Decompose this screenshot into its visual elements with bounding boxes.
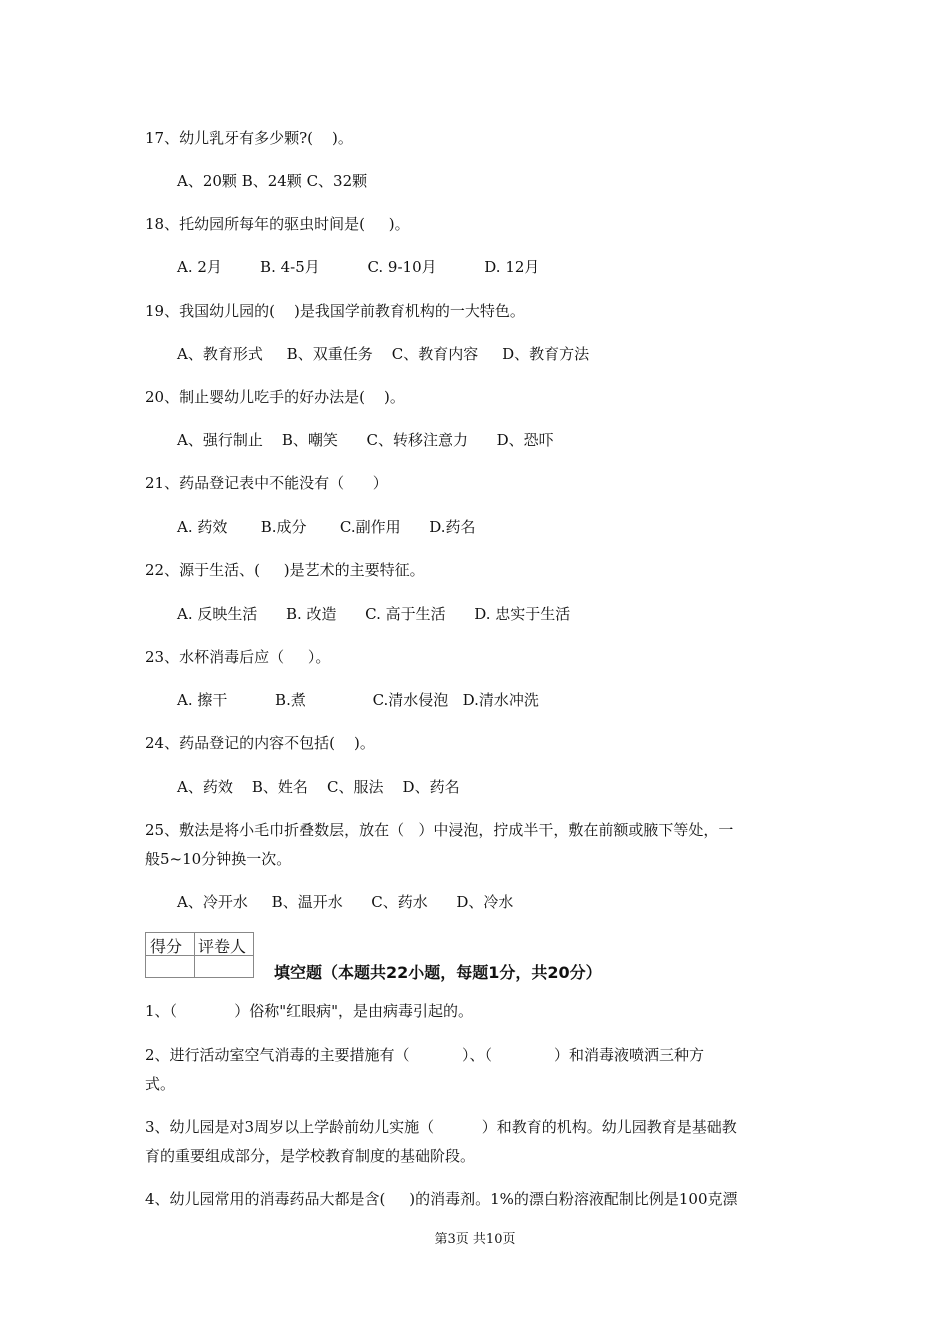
- question-options: A. 药效 B.成分 C.副作用 D.药名: [177, 518, 476, 536]
- question-text: 19、我国幼儿园的( )是我国学前教育机构的一大特色。: [145, 302, 525, 320]
- fill-question-3: 3、幼儿园是对3周岁以上学龄前幼儿实施（ ）和教育的机构。幼儿园教育是基础教: [145, 1118, 737, 1136]
- question-text: 22、源于生活、( )是艺术的主要特征。: [145, 561, 425, 579]
- question-text: 18、托幼园所每年的驱虫时间是( )。: [145, 215, 410, 233]
- question-options: A、冷开水 B、温开水 C、药水 D、冷水: [177, 893, 514, 911]
- page-footer: 第3页 共10页: [434, 1232, 516, 1247]
- question-text: 23、水杯消毒后应（ ）。: [145, 648, 331, 666]
- question-text: 17、幼儿乳牙有多少颗?( )。: [145, 129, 353, 147]
- section-title: 填空题（本题共22小题，每题1分，共20分）: [274, 963, 602, 982]
- question-text: 25、敷法是将小毛巾折叠数层，放在（ ）中浸泡，拧成半干，敷在前额或腋下等处，一: [145, 821, 734, 839]
- fill-question-2-continued: 式。: [145, 1075, 176, 1093]
- question-options: A. 2月 B. 4-5月 C. 9-10月 D. 12月: [177, 258, 540, 276]
- question-options: A、药效 B、姓名 C、服法 D、药名: [177, 778, 460, 796]
- question-options: A. 擦干 B.煮 C.清水侵泡 D.清水冲洗: [177, 691, 539, 709]
- fill-question-4: 4、幼儿园常用的消毒药品大都是含( )的消毒剂。1%的漂白粉溶液配制比例是100克漂: [145, 1190, 738, 1208]
- question-text: 24、药品登记的内容不包括( )。: [145, 734, 375, 752]
- fill-question-2: 2、进行活动室空气消毒的主要措施有（ ）、（ ）和消毒液喷洒三种方: [145, 1046, 704, 1064]
- score-label: 得分: [150, 937, 183, 956]
- grader-label: 评卷人: [198, 937, 247, 956]
- question-options: A. 反映生活 B. 改造 C. 高于生活 D. 忠实于生活: [177, 605, 571, 623]
- question-options: A、教育形式 B、双重任务 C、教育内容 D、教育方法: [177, 345, 590, 363]
- question-options: A、强行制止 B、嘲笑 C、转移注意力 D、恐吓: [177, 431, 554, 449]
- score-box: [145, 932, 254, 978]
- question-text: 20、制止婴幼儿吃手的好办法是( )。: [145, 388, 405, 406]
- question-text: 21、药品登记表中不能没有（ ）: [145, 474, 388, 492]
- fill-question-1: 1、（ ）俗称"红眼病"，是由病毒引起的。: [145, 1002, 474, 1020]
- score-box-divider: [194, 933, 195, 977]
- fill-question-3-continued: 育的重要组成部分，是学校教育制度的基础阶段。: [145, 1147, 476, 1165]
- question-options: A、20颗 B、24颗 C、32颗: [177, 172, 368, 190]
- question-text-continued: 般5~10分钟换一次。: [145, 850, 292, 868]
